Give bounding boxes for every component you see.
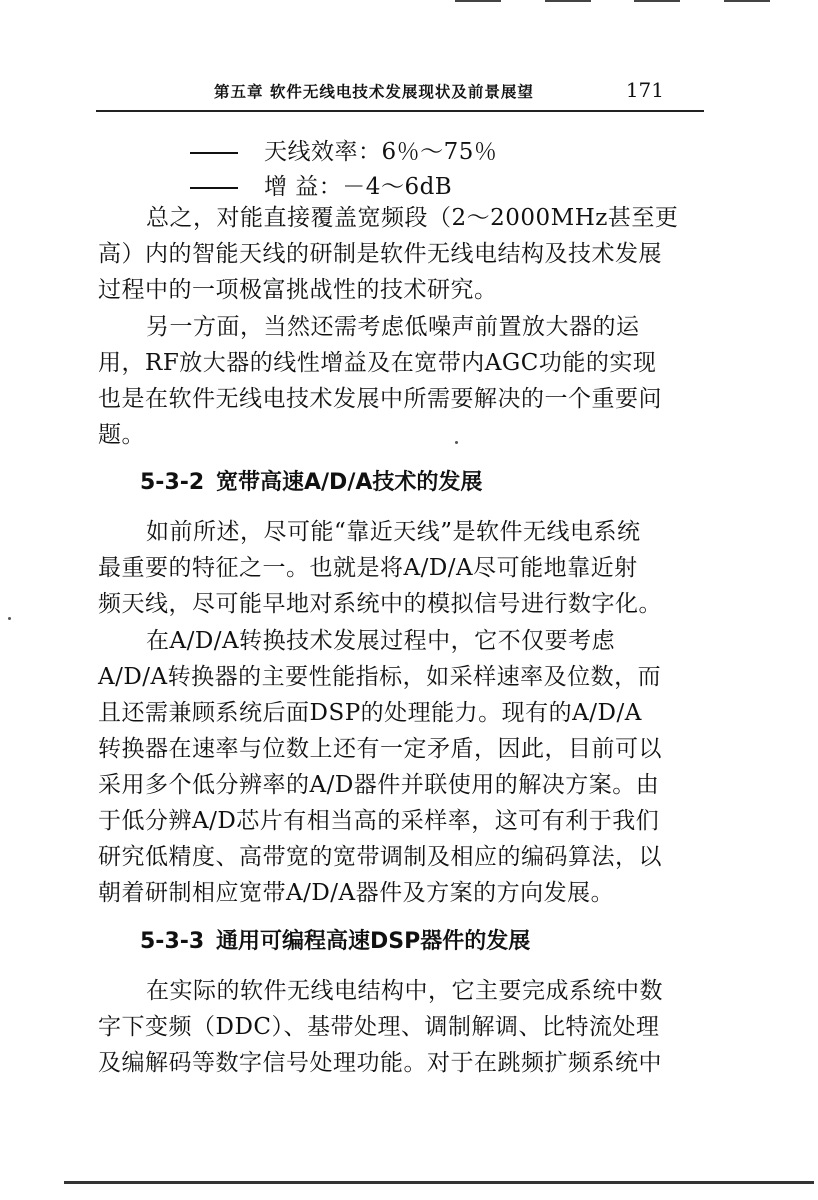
para1-line: 总之，对能直接覆盖宽频段（2～2000MHz甚至更	[146, 205, 679, 231]
dash-mark	[190, 152, 238, 154]
top-scan-mark-1	[455, 0, 501, 2]
dash-mark	[190, 187, 238, 189]
para4-line: 转换器在速率与位数上还有一定矛盾，因此，目前可以	[98, 736, 662, 762]
para4-line: 且还需兼顾系统后面DSP的处理能力。现有的A/D/A	[98, 700, 642, 726]
bullet-gain: 增 益：－4～6dB	[190, 173, 452, 201]
scan-speck	[455, 441, 458, 444]
para5-line: 字下变频（DDC）、基带处理、调制解调、比特流处理	[98, 1014, 660, 1040]
para2-line: 也是在软件无线电技术发展中所需要解决的一个重要问	[98, 386, 662, 412]
para1-line: 高）内的智能天线的研制是软件无线电结构及技术发展	[98, 241, 662, 267]
para4-line: 研究低精度、高带宽的宽带调制及相应的编码算法，以	[98, 844, 662, 870]
header-rule	[96, 110, 704, 112]
top-scan-mark-4	[724, 0, 770, 2]
para5-line: 及编解码等数字信号处理功能。对于在跳频扩频系统中	[98, 1050, 662, 1076]
para4-line: 于低分辨A/D芯片有相当高的采样率，这可有利于我们	[98, 808, 660, 834]
bullet-antenna-efficiency: 天线效率：6％～75％	[190, 138, 497, 166]
page-number: 171	[625, 78, 664, 102]
para4-line: 采用多个低分辨率的A/D器件并联使用的解决方案。由	[98, 772, 660, 798]
para3-line: 最重要的特征之一。也就是将A/D/A尽可能地靠近射	[98, 555, 638, 581]
section-title: 宽带高速A/D/A技术的发展	[216, 470, 483, 495]
section-heading-5-3-2	[140, 469, 482, 497]
top-scan-mark-2	[545, 0, 591, 2]
para3-line: 频天线，尽可能早地对系统中的模拟信号进行数字化。	[98, 591, 662, 617]
para2-line: 题。	[98, 422, 145, 448]
para4-line: A/D/A转换器的主要性能指标，如采样速率及位数，而	[98, 664, 662, 690]
running-header	[96, 76, 704, 110]
chapter-title: 第五章 软件无线电技术发展现状及前景展望	[214, 83, 534, 101]
para4-line: 朝着研制相应宽带A/D/A器件及方案的方向发展。	[98, 880, 615, 906]
section-number: 5-3-3	[140, 929, 205, 954]
para2-line: 用，RF放大器的线性增益及在宽带内AGC功能的实现	[98, 350, 657, 376]
para4-line: 在A/D/A转换技术发展过程中，它不仅要考虑	[146, 628, 616, 654]
para5-line: 在实际的软件无线电结构中，它主要完成系统中数	[146, 978, 663, 1004]
section-number: 5-3-2	[140, 470, 205, 495]
section-title: 通用可编程高速DSP器件的发展	[216, 929, 531, 954]
section-heading-5-3-3	[140, 928, 530, 956]
bottom-rule	[64, 1181, 814, 1184]
para1-line: 过程中的一项极富挑战性的技术研究。	[98, 277, 498, 303]
para3-line: 如前所述，尽可能“靠近天线”是软件无线电系统	[146, 519, 641, 545]
para2-line: 另一方面，当然还需考虑低噪声前置放大器的运	[146, 314, 640, 340]
scan-speck	[8, 617, 11, 620]
top-scan-mark-3	[634, 0, 680, 2]
